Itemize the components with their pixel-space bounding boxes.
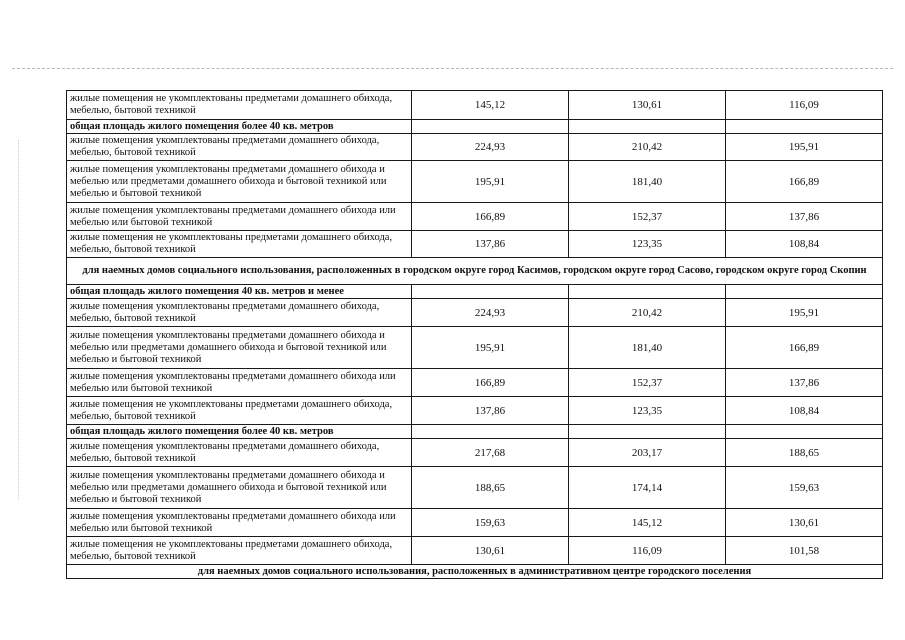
row-description: жилые помещения укомплектованы предметами домашнего обихода или мебелью или бытовой техникой — [67, 369, 412, 397]
rate-value-col-1: 166,89 — [412, 369, 569, 397]
rate-value-col-1: 159,63 — [412, 509, 569, 537]
table-row — [67, 161, 883, 203]
row-description: жилые помещения укомплектованы предметами домашнего обихода или мебелью или бытовой техникой — [67, 509, 412, 537]
rate-value-col-3: 195,91 — [726, 134, 883, 161]
rate-value-col-2: 203,17 — [569, 439, 726, 467]
subheader-row — [67, 425, 883, 439]
rate-value-col-2: 123,35 — [569, 397, 726, 425]
rate-value-col-3: 101,58 — [726, 537, 883, 565]
empty-cell — [569, 120, 726, 134]
rate-value-col-1: 137,86 — [412, 231, 569, 258]
empty-cell — [726, 425, 883, 439]
scan-margin-marks — [18, 140, 27, 500]
subheader-row — [67, 120, 883, 134]
row-description: жилые помещения не укомплектованы предметами домашнего обихода, мебелью, бытовой техникой — [67, 537, 412, 565]
rate-value-col-1: 166,89 — [412, 203, 569, 231]
rate-value-col-1: 195,91 — [412, 327, 569, 369]
row-description: жилые помещения не укомплектованы предметами домашнего обихода, мебелью, бытовой техникой — [67, 397, 412, 425]
table-row — [67, 537, 883, 565]
row-description: жилые помещения укомплектованы предметами домашнего обихода, мебелью, бытовой техникой — [67, 439, 412, 467]
rate-value-col-2: 116,09 — [569, 537, 726, 565]
rate-value-col-1: 137,86 — [412, 397, 569, 425]
table-row — [67, 134, 883, 161]
section-header-row — [67, 565, 883, 579]
rate-value-col-1: 145,12 — [412, 91, 569, 120]
rate-value-col-3: 137,86 — [726, 203, 883, 231]
rate-value-col-2: 152,37 — [569, 203, 726, 231]
area-subheader: общая площадь жилого помещения более 40 кв. метров — [67, 120, 412, 134]
rate-value-col-2: 152,37 — [569, 369, 726, 397]
table-row — [67, 327, 883, 369]
row-description: жилые помещения укомплектованы предметами домашнего обихода и мебелью или предметами домашнего обихода и бытовой техникой или мебелью и бытовой техникой — [67, 161, 412, 203]
subheader-row — [67, 285, 883, 299]
empty-cell — [412, 285, 569, 299]
empty-cell — [412, 120, 569, 134]
rate-value-col-1: 224,93 — [412, 299, 569, 327]
section-header: для наемных домов социального использования, расположенных в административном центре городского поселения — [67, 565, 883, 579]
rate-value-col-1: 224,93 — [412, 134, 569, 161]
rate-value-col-3: 116,09 — [726, 91, 883, 120]
section-header: для наемных домов социального использования, расположенных в городском округе город Касимов, городском округе город Сасово, городском округе город Скопин — [67, 258, 883, 285]
rate-value-col-2: 145,12 — [569, 509, 726, 537]
row-description: жилые помещения укомплектованы предметами домашнего обихода или мебелью или бытовой техникой — [67, 203, 412, 231]
rate-value-col-2: 210,42 — [569, 134, 726, 161]
rate-value-col-2: 130,61 — [569, 91, 726, 120]
rate-value-col-2: 181,40 — [569, 327, 726, 369]
rate-value-col-1: 188,65 — [412, 467, 569, 509]
row-description: жилые помещения укомплектованы предметами домашнего обихода и мебелью или предметами домашнего обихода и бытовой техникой или мебелью и бытовой техникой — [67, 327, 412, 369]
rate-value-col-3: 130,61 — [726, 509, 883, 537]
row-description: жилые помещения укомплектованы предметами домашнего обихода, мебелью, бытовой техникой — [67, 134, 412, 161]
rate-value-col-2: 123,35 — [569, 231, 726, 258]
empty-cell — [569, 285, 726, 299]
rates-table-body — [67, 91, 883, 579]
rate-value-col-3: 159,63 — [726, 467, 883, 509]
area-subheader: общая площадь жилого помещения более 40 кв. метров — [67, 425, 412, 439]
table-row — [67, 91, 883, 120]
rate-value-col-3: 137,86 — [726, 369, 883, 397]
rate-value-col-3: 108,84 — [726, 397, 883, 425]
rate-value-col-1: 217,68 — [412, 439, 569, 467]
empty-cell — [412, 425, 569, 439]
empty-cell — [569, 425, 726, 439]
rate-value-col-2: 181,40 — [569, 161, 726, 203]
area-subheader: общая площадь жилого помещения 40 кв. метров и менее — [67, 285, 412, 299]
section-header-row — [67, 258, 883, 285]
table-row — [67, 203, 883, 231]
row-description: жилые помещения укомплектованы предметами домашнего обихода и мебелью или предметами домашнего обихода и бытовой техникой или мебелью и бытовой техникой — [67, 467, 412, 509]
rate-value-col-3: 166,89 — [726, 161, 883, 203]
rate-value-col-1: 195,91 — [412, 161, 569, 203]
empty-cell — [726, 120, 883, 134]
rate-value-col-2: 174,14 — [569, 467, 726, 509]
row-description: жилые помещения не укомплектованы предметами домашнего обихода, мебелью, бытовой техникой — [67, 231, 412, 258]
table-row — [67, 369, 883, 397]
row-description: жилые помещения не укомплектованы предметами домашнего обихода, мебелью, бытовой техникой — [67, 91, 412, 120]
empty-cell — [726, 285, 883, 299]
rate-value-col-3: 108,84 — [726, 231, 883, 258]
page-edge-rule — [12, 68, 893, 69]
row-description: жилые помещения укомплектованы предметами домашнего обихода, мебелью, бытовой техникой — [67, 299, 412, 327]
table-row — [67, 439, 883, 467]
rate-value-col-3: 166,89 — [726, 327, 883, 369]
rates-table — [66, 90, 883, 579]
table-row — [67, 397, 883, 425]
table-row — [67, 231, 883, 258]
table-row — [67, 509, 883, 537]
rate-value-col-3: 188,65 — [726, 439, 883, 467]
rate-value-col-3: 195,91 — [726, 299, 883, 327]
table-row — [67, 299, 883, 327]
rate-value-col-2: 210,42 — [569, 299, 726, 327]
rate-value-col-1: 130,61 — [412, 537, 569, 565]
table-row — [67, 467, 883, 509]
